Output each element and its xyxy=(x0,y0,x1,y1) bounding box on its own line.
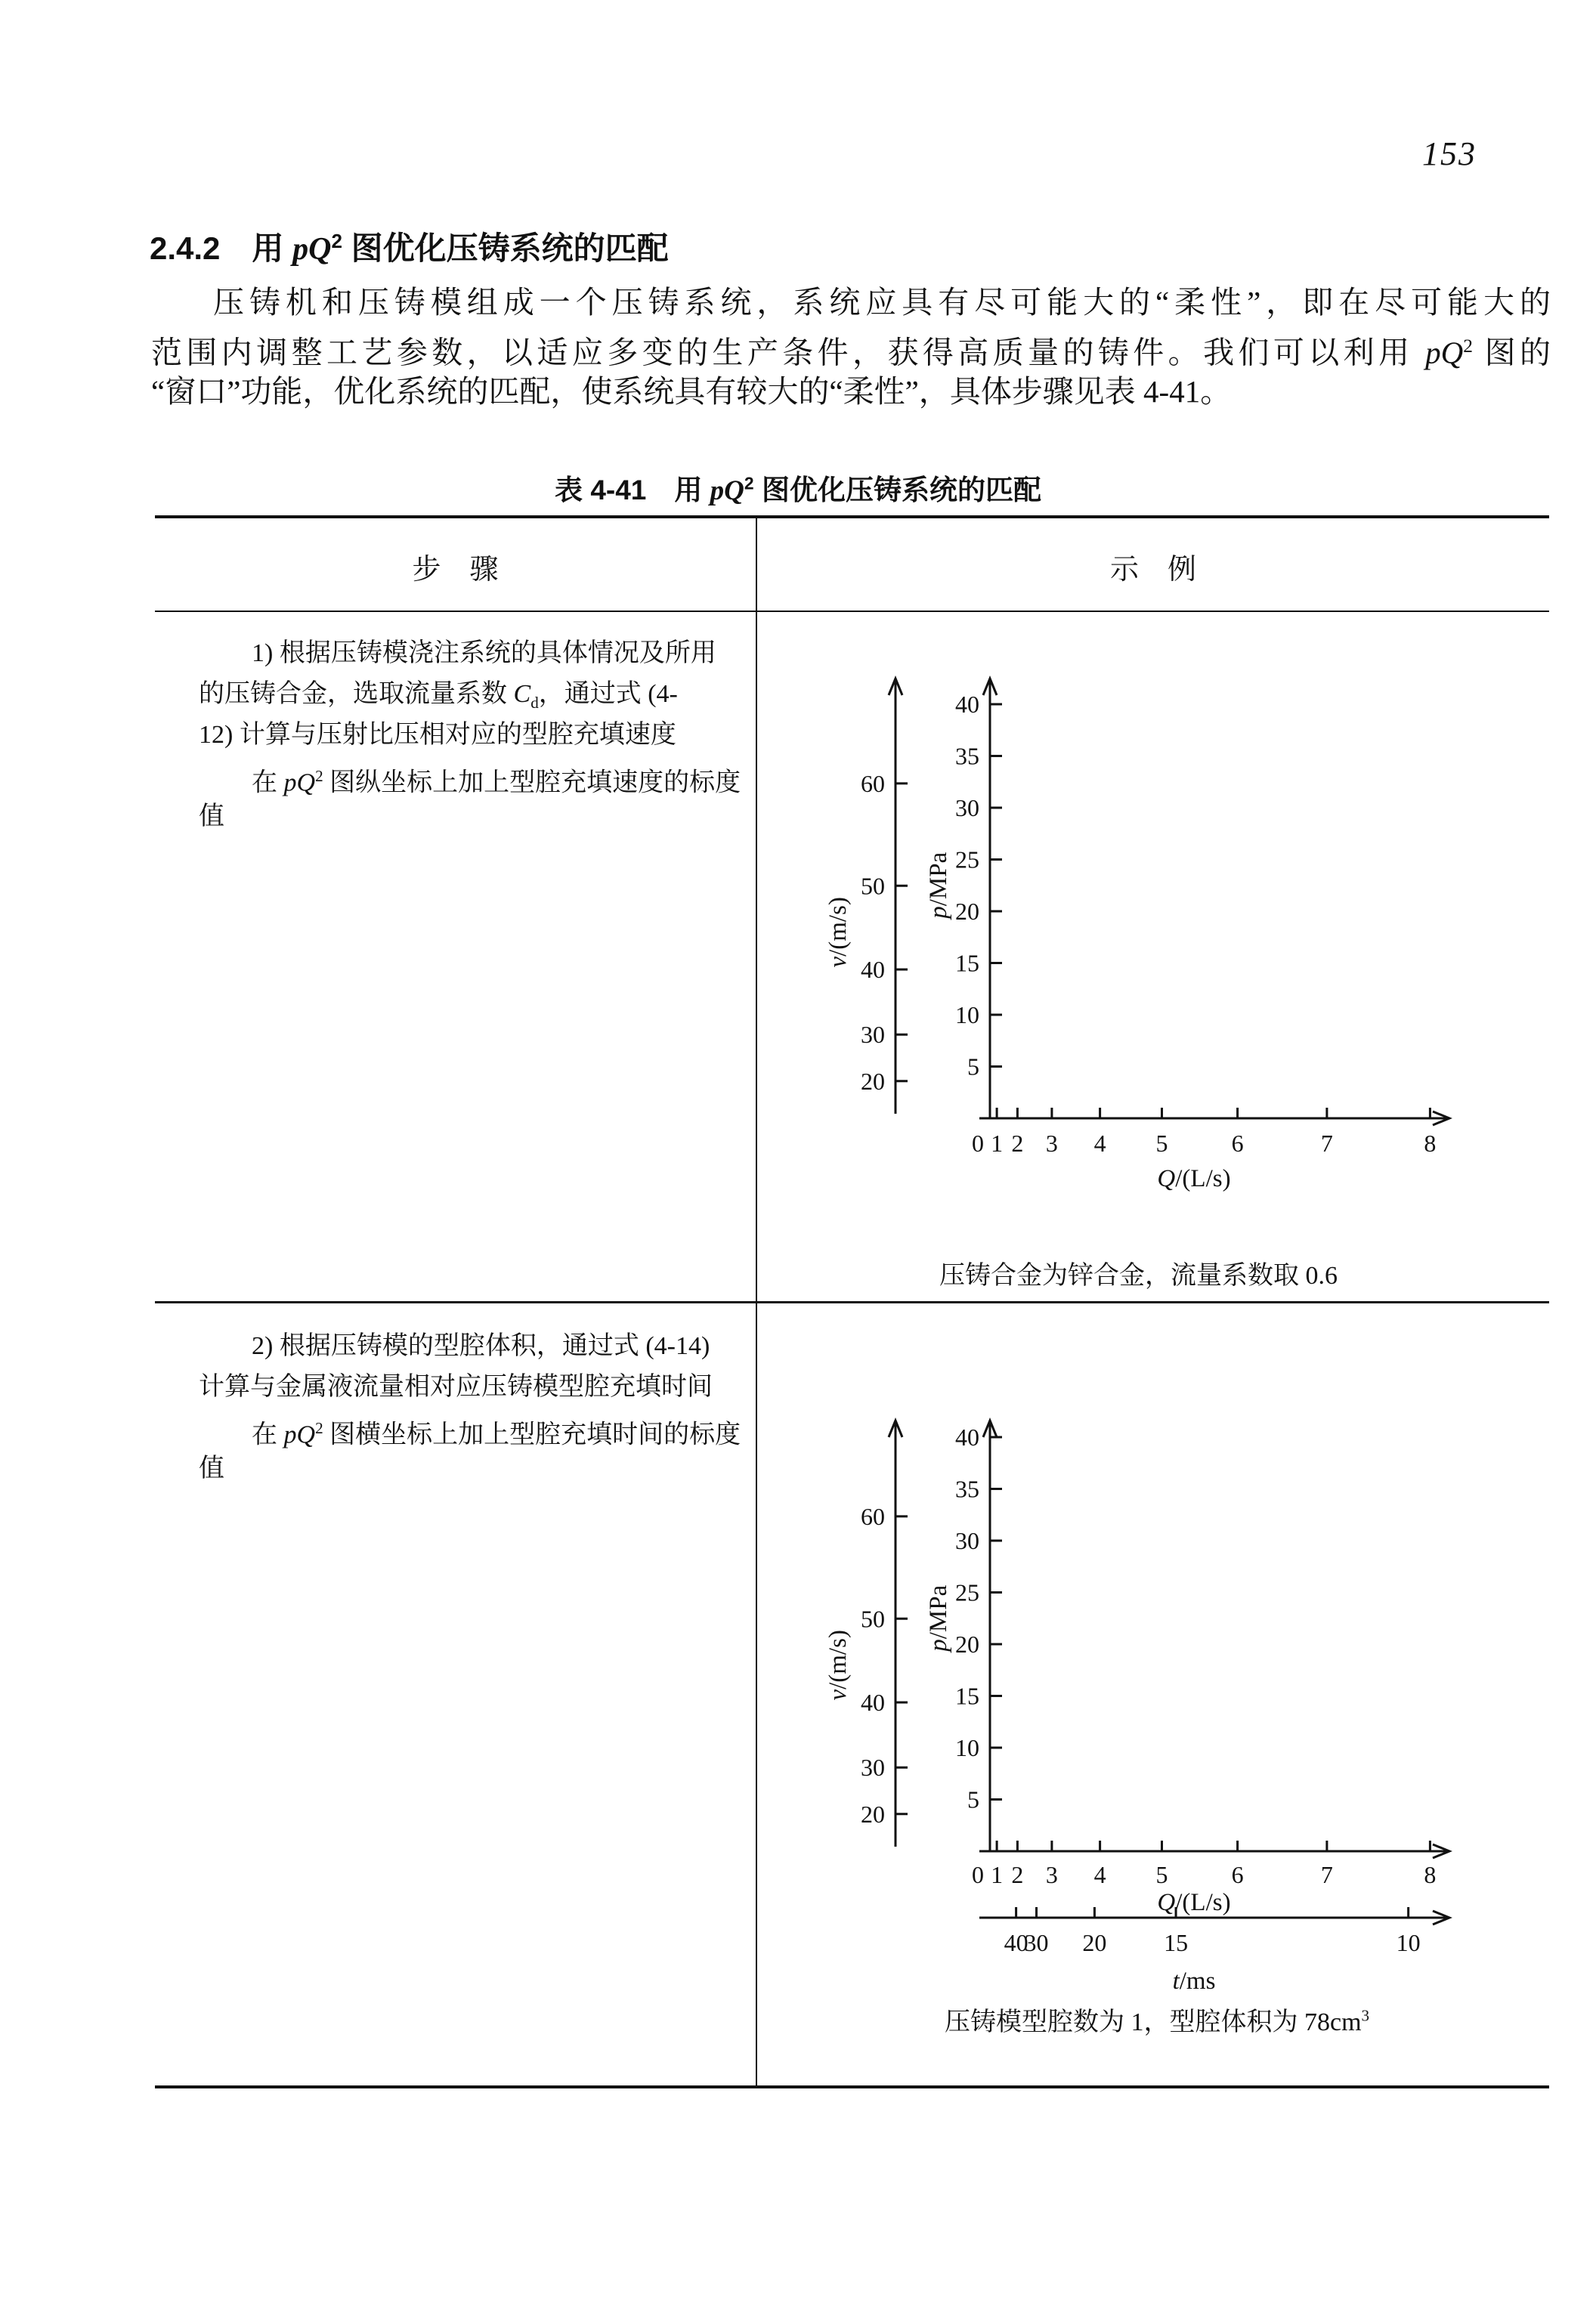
svg-text:25: 25 xyxy=(955,846,979,873)
pq2-chart-row2 xyxy=(801,1398,1542,2078)
svg-text:3: 3 xyxy=(1045,1861,1058,1888)
table-column-divider xyxy=(756,515,757,2088)
step-text-line: 12) 计算与压射比压相对应的型腔充填速度 xyxy=(199,721,676,749)
svg-text:35: 35 xyxy=(955,742,979,770)
svg-text:15: 15 xyxy=(955,949,979,977)
svg-text:40: 40 xyxy=(1004,1929,1028,1956)
svg-text:4: 4 xyxy=(1093,1861,1106,1888)
table-top-rule xyxy=(155,515,1549,518)
svg-text:20: 20 xyxy=(955,1631,979,1658)
svg-text:5: 5 xyxy=(1155,1130,1168,1157)
svg-text:2: 2 xyxy=(1011,1130,1024,1157)
svg-text:Q/(L/s): Q/(L/s) xyxy=(1157,1889,1231,1916)
page-number: 153 xyxy=(1422,135,1477,172)
svg-text:10: 10 xyxy=(955,1734,979,1761)
svg-text:30: 30 xyxy=(861,1021,885,1049)
table-title: 表 4-41 用 $pQ^2$ 图优化压铸系统的匹配 xyxy=(555,473,1041,506)
svg-text:p/MPa: p/MPa xyxy=(925,852,952,919)
svg-text:20: 20 xyxy=(955,898,979,925)
svg-text:Q/(L/s): Q/(L/s) xyxy=(1157,1165,1231,1192)
svg-text:2: 2 xyxy=(1011,1861,1024,1888)
column-header-steps: 步 骤 xyxy=(412,554,499,586)
svg-text:7: 7 xyxy=(1320,1861,1333,1888)
svg-text:30: 30 xyxy=(955,1527,979,1554)
table-bottom-rule xyxy=(155,2085,1549,2088)
svg-text:60: 60 xyxy=(861,1502,885,1530)
svg-text:8: 8 xyxy=(1424,1130,1437,1157)
svg-text:8: 8 xyxy=(1424,1861,1437,1888)
step-cell-row2 xyxy=(199,1326,739,1489)
svg-text:50: 50 xyxy=(861,872,885,900)
svg-text:6: 6 xyxy=(1231,1130,1244,1157)
column-header-example: 示 例 xyxy=(1109,554,1196,586)
svg-text:20: 20 xyxy=(861,1800,885,1828)
svg-text:0: 0 xyxy=(972,1130,984,1157)
svg-text:5: 5 xyxy=(967,1785,979,1813)
paragraph-line: “窗口”功能，优化系统的匹配，使系统具有较大的“柔性”，具体步骤见表 4-41。 xyxy=(151,374,1232,409)
svg-text:v/(m/s): v/(m/s) xyxy=(824,897,852,968)
step-text-line: 在 $pQ^2$ 图纵坐标上加上型腔充填速度的标度 xyxy=(252,767,741,797)
svg-text:6: 6 xyxy=(1231,1861,1244,1888)
svg-text:10: 10 xyxy=(1396,1929,1421,1956)
svg-text:30: 30 xyxy=(1024,1929,1049,1956)
svg-text:25: 25 xyxy=(955,1578,979,1606)
svg-text:p/MPa: p/MPa xyxy=(925,1584,952,1652)
table-row-divider-rule xyxy=(155,1301,1549,1303)
svg-text:1: 1 xyxy=(991,1861,1004,1888)
svg-text:4: 4 xyxy=(1093,1130,1106,1157)
svg-text:15: 15 xyxy=(955,1682,979,1710)
svg-text:20: 20 xyxy=(861,1067,885,1095)
svg-text:40: 40 xyxy=(955,691,979,718)
svg-text:60: 60 xyxy=(861,769,885,797)
svg-text:20: 20 xyxy=(1082,1929,1107,1956)
svg-text:40: 40 xyxy=(861,1689,885,1717)
svg-text:30: 30 xyxy=(955,794,979,821)
pq2-chart-row1 xyxy=(801,656,1542,1215)
step-text-line: 1) 根据压铸模浇注系统的具体情况及所用 xyxy=(252,639,716,667)
svg-text:3: 3 xyxy=(1045,1130,1058,1157)
svg-text:15: 15 xyxy=(1164,1929,1189,1956)
paragraph-line: 压铸机和压铸模组成一个压铸系统，系统应具有尽可能大的“柔性”，即在尽可能大的 xyxy=(213,285,1551,320)
paragraph-line: 范围内调整工艺参数，以适应多变的生产条件，获得高质量的铸件。我们可以利用 $pQ^2$ 图的 xyxy=(151,335,1551,370)
table-header-rule xyxy=(155,611,1549,612)
step-text-line: 计算与金属液流量相对应压铸模型腔充填时间 xyxy=(199,1373,713,1401)
step-text-line: 在 $pQ^2$ 图横坐标上加上型腔充填时间的标度 xyxy=(252,1419,741,1449)
svg-text:0: 0 xyxy=(972,1861,984,1888)
svg-text:v/(m/s): v/(m/s) xyxy=(824,1630,852,1701)
step-text-line: 值 xyxy=(199,802,224,830)
section-heading: 2.4.2 用 $pQ^2$ 图优化压铸系统的匹配 xyxy=(150,230,669,267)
svg-text:30: 30 xyxy=(861,1754,885,1782)
svg-text:5: 5 xyxy=(1155,1861,1168,1888)
step-text-line: 的压铸合金，选取流量系数 $C_d$，通过式 (4- xyxy=(199,680,678,712)
svg-text:35: 35 xyxy=(955,1475,979,1503)
svg-text:40: 40 xyxy=(955,1424,979,1451)
chart-caption-row2: 压铸模型腔数为 1，型腔体积为 $78cm^3$ xyxy=(945,2006,1370,2036)
svg-text:5: 5 xyxy=(967,1053,979,1080)
svg-text:t/ms: t/ms xyxy=(1172,1968,1216,1995)
svg-text:10: 10 xyxy=(955,1001,979,1028)
chart-caption-row1: 压铸合金为锌合金，流量系数取 0.6 xyxy=(939,1262,1338,1290)
svg-text:50: 50 xyxy=(861,1605,885,1633)
step-cell-row1 xyxy=(199,633,739,837)
step-text-line: 2) 根据压铸模的型腔体积，通过式 (4-14) xyxy=(252,1332,710,1360)
svg-text:7: 7 xyxy=(1320,1130,1333,1157)
svg-text:40: 40 xyxy=(861,956,885,984)
step-text-line: 值 xyxy=(199,1455,224,1482)
svg-text:1: 1 xyxy=(991,1130,1004,1157)
